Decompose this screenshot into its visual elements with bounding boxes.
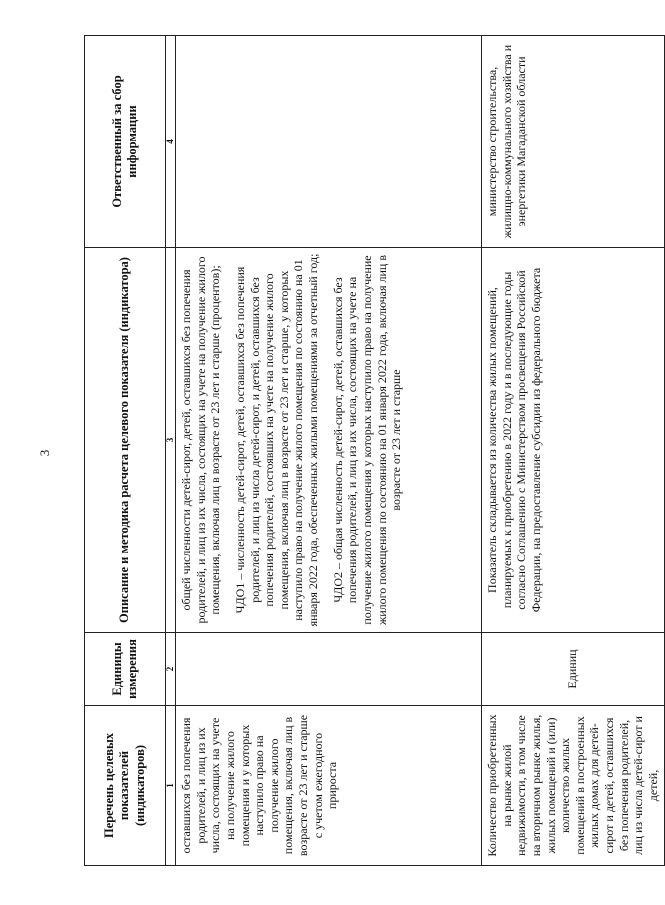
unit-cell: Единиц xyxy=(482,633,665,706)
column-number: 4 xyxy=(166,36,176,248)
method-cell xyxy=(482,248,665,633)
header-responsible: Ответственный за сбор информации xyxy=(85,36,166,248)
column-number: 2 xyxy=(166,633,176,706)
indicator-cell: оставшихся без попечения родителей, и лиц из их числа, состоящих на учете на получение жилого помещения и у которых наступило право на получение жилого помещения, включая лиц в возрасте от 23 лет и старше с учетом ежегодного прироста xyxy=(176,706,482,866)
header-units: Единицы измерения xyxy=(85,633,166,706)
column-number: 1 xyxy=(166,706,176,866)
method-paragraph: ЧДО1 – численность детей-сирот, детей, оставшихся без попечения родителей, и лиц из числа детей-сирот, и детей, оставшихся без попечения родителей, состоявших на учете на получение жилого помещения, включая лиц в возрасте от 23 лет и старше, у которых наступило право на получение жилого помещения по состоянию на 01 января 2022 года, обеспеченных жилыми помещениями за отчетный год; xyxy=(232,253,320,627)
method-paragraph: Показатель складывается из количества жилых помещений, планируемых к приобретению в 2022 году и в последующие годы согласно Соглашению с Министерством просвещения Российской Федерации, на предоставление субсидии из федерального бюджета xyxy=(485,267,543,613)
indicators-table xyxy=(84,35,665,866)
column-number-row xyxy=(166,36,176,866)
table-row xyxy=(176,36,482,866)
page-number: 3 xyxy=(37,449,52,457)
column-number: 3 xyxy=(166,248,176,633)
indicator-cell: Количество приобретенных на рынке жилой недвижимости, в том числе на вторичном рынке жилья, жилых помещений и (или) количество жилых помещений в построенных жилых домах для детей-сирот и детей, оставшихся без попечения родителей, лиц из числа детей-сирот и детей, xyxy=(482,706,665,866)
header-method: Описание и методика расчета целевого показателя (индикатора) xyxy=(85,248,166,633)
table-header-row xyxy=(85,36,166,866)
method-paragraph: общей численности детей-сирот, детей, оставшихся без попечения родителей, и лиц из их числа, состоящих на учете на получение жилого помещения, включая лиц в возрасте от 23 лет и старше (процентов); xyxy=(179,256,223,624)
unit-cell xyxy=(176,633,482,706)
table-row xyxy=(482,36,665,866)
method-cell xyxy=(176,248,482,633)
responsible-cell xyxy=(176,36,482,248)
method-paragraph: ЧДО2 – общая численность детей-сирот, детей, оставшихся без попечения родителей, и лиц из их числа, состоящих на учете на получение жилого помещения у которых наступило право на получение жилого помещения по состоянию на 01 января 2022 года, включая лиц в возрасте от 23 лет и старше xyxy=(330,254,404,626)
responsible-cell: министерство строительства, жилищно-коммунального хозяйства и энергетики Магаданской области xyxy=(482,36,665,248)
header-indicators: Перечень целевых показателей (индикаторов) xyxy=(85,706,166,866)
